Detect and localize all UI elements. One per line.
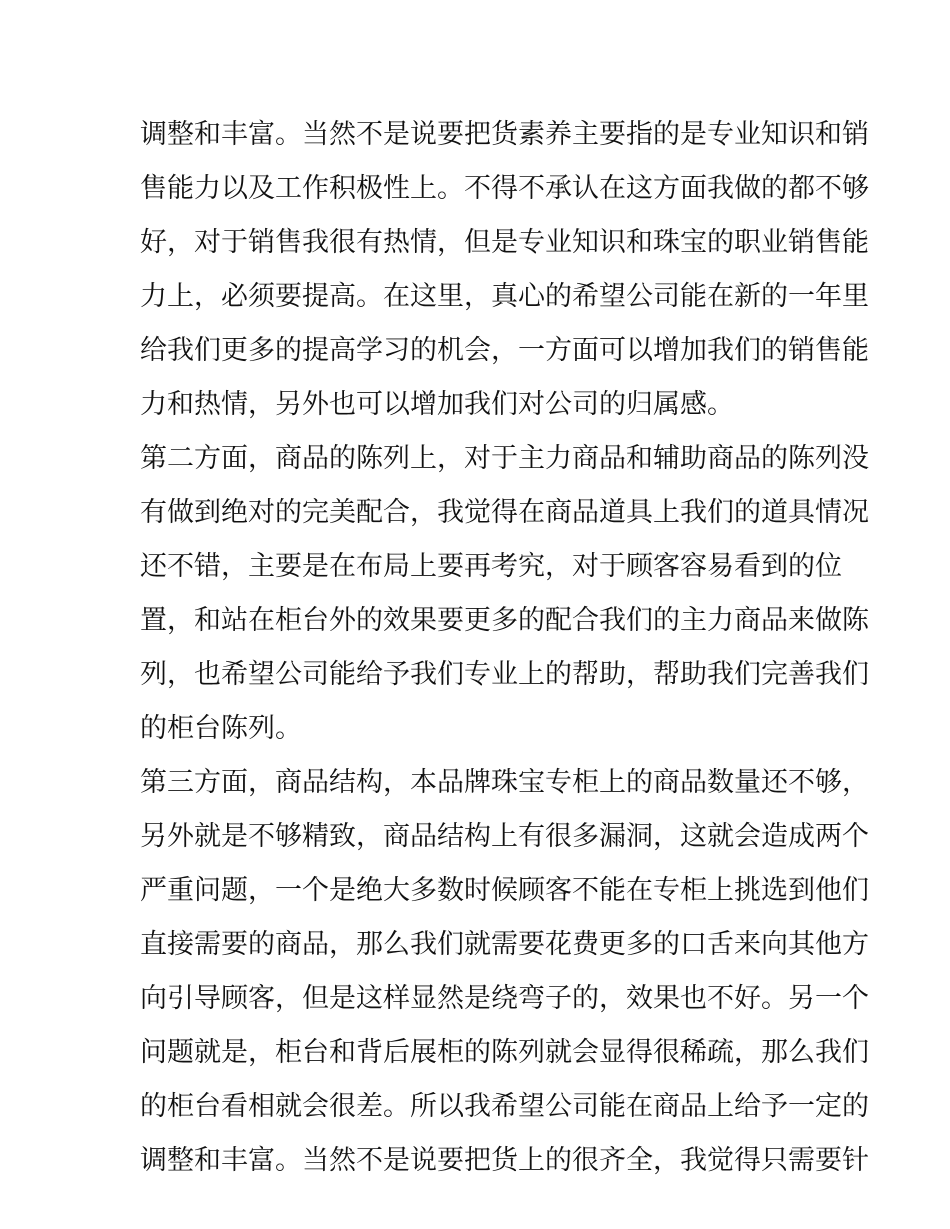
text-line-18: 问题就是，柜台和背后展柜的陈列就会显得很稀疏，那么我们	[140, 1037, 869, 1068]
text-line-3: 好，对于销售我很有热情，但是专业知识和珠宝的职业销售能	[140, 227, 869, 258]
text-line-17: 向引导顾客，但是这样显然是绕弯子的，效果也不好。另一个	[140, 983, 869, 1014]
text-line-10: 置，和站在柜台外的效果要更多的配合我们的主力商品来做陈	[140, 605, 869, 636]
text-line-14: 另外就是不够精致，商品结构上有很多漏洞，这就会造成两个	[140, 821, 869, 852]
text-line-19: 的柜台看相就会很差。所以我希望公司能在商品上给予一定的	[140, 1091, 869, 1122]
text-line-12: 的柜台陈列。	[140, 713, 302, 744]
text-line-2: 售能力以及工作积极性上。不得不承认在这方面我做的都不够	[140, 173, 869, 204]
text-line-8: 有做到绝对的完美配合，我觉得在商品道具上我们的道具情况	[140, 497, 869, 528]
text-line-11: 列，也希望公司能给予我们专业上的帮助，帮助我们完善我们	[140, 659, 869, 690]
text-line-16: 直接需要的商品，那么我们就需要花费更多的口舌来向其他方	[140, 929, 869, 960]
text-line-6: 力和热情，另外也可以增加我们对公司的归属感。	[140, 389, 734, 420]
text-line-5: 给我们更多的提高学习的机会，一方面可以增加我们的销售能	[140, 335, 869, 366]
text-line-1: 调整和丰富。当然不是说要把货素养主要指的是专业知识和销	[140, 119, 869, 150]
text-line-15: 严重问题，一个是绝大多数时候顾客不能在专柜上挑选到他们	[140, 875, 869, 906]
text-line-7: 第二方面，商品的陈列上，对于主力商品和辅助商品的陈列没	[140, 443, 869, 474]
text-line-20: 调整和丰富。当然不是说要把货上的很齐全，我觉得只需要针	[140, 1145, 869, 1176]
text-line-4: 力上，必须要提高。在这里，真心的希望公司能在新的一年里	[140, 281, 869, 312]
document-body	[140, 108, 869, 1188]
text-line-13: 第三方面，商品结构，本品牌珠宝专柜上的商品数量还不够，	[140, 767, 869, 798]
text-line-9: 还不错，主要是在布局上要再考究，对于顾客容易看到的位	[140, 551, 842, 582]
